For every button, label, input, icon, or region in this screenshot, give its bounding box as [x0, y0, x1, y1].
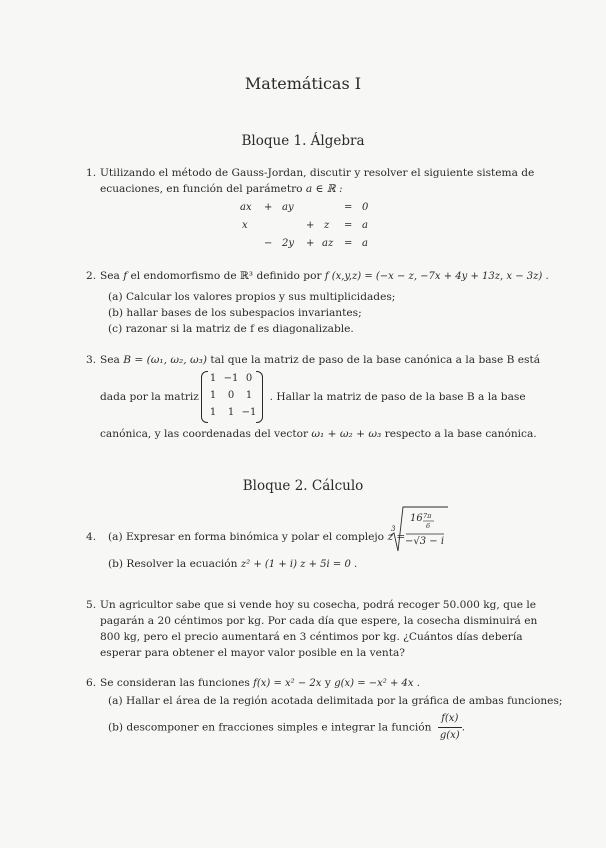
matrix-cell: 1	[209, 373, 217, 384]
q4-b-text: (b) Resolver la ecuación	[108, 558, 238, 570]
q2-formula: f (x,y,z) = (−x − z, −7x + 4y + 13z, x − 3z) .	[324, 271, 549, 282]
sys-r3-eq: =	[344, 238, 353, 249]
q3-vector: ω₁ + ω₂ + ω₃	[311, 428, 382, 440]
q6-period: .	[461, 721, 466, 734]
question-number: 4.	[86, 531, 97, 543]
sys-r2-c4: +	[306, 220, 315, 231]
q6-gx: g(x) = −x² + 4x .	[334, 678, 420, 689]
transition-matrix	[201, 371, 263, 423]
sys-r1-c3: ay	[282, 202, 294, 213]
matrix-cell: 1	[209, 407, 217, 418]
sys-r2-c5: z	[324, 220, 330, 231]
sys-r3-c4: +	[306, 238, 315, 249]
numerator-exponent: 7π	[423, 512, 432, 520]
q3-line1-b: tal que la matriz de paso de la base canónica a la base B está	[210, 354, 541, 366]
denominator: −√3 − i	[405, 536, 445, 547]
question-1-text: Utilizando el método de Gauss-Jordan, discutir y resolver el siguiente sistema de ecuaciones, en función del parámetro	[100, 167, 535, 195]
question-5	[86, 597, 546, 663]
equation-system	[240, 202, 380, 254]
block2-heading: Bloque 2. Cálculo	[242, 478, 364, 494]
sys-r1-rhs: 0	[362, 202, 369, 213]
q6-fraction	[438, 711, 462, 744]
question-3	[86, 352, 546, 452]
root-index: 3	[391, 525, 396, 533]
q4-item-a	[108, 529, 405, 545]
sys-r1-c2: +	[264, 202, 273, 213]
matrix-cell: −1	[241, 407, 257, 418]
question-number: 6.	[86, 677, 97, 689]
q2-text-c: definido por	[256, 270, 322, 282]
numerator-exponent-den: 6	[426, 522, 431, 530]
q2-item-b: (b) hallar bases de los subespacios invariantes;	[108, 307, 362, 319]
q4-z: z =	[387, 531, 406, 543]
q3-basis: B = (ω₁, ω₂, ω₃)	[123, 354, 208, 366]
sys-r2-rhs: a	[362, 220, 368, 231]
page-title: Matemáticas I	[244, 74, 362, 93]
matrix-cell: 1	[209, 390, 217, 401]
fraction-denominator: g(x)	[439, 730, 460, 741]
q3-line-1	[100, 352, 546, 368]
q6-y: y	[324, 677, 331, 689]
q3-line3-b: respecto a la base canónica.	[384, 428, 537, 440]
question-2-text	[100, 268, 549, 285]
q3-line-2	[100, 389, 546, 405]
parameter: a ∈ ℝ :	[305, 183, 343, 195]
matrix-cell: 0	[227, 390, 235, 401]
q3-line-3	[100, 426, 546, 442]
q4-item-b	[108, 556, 357, 573]
question-6-text	[100, 675, 546, 692]
matrix-right-bracket	[256, 371, 263, 423]
q6-text-a: Se consideran las funciones	[100, 677, 250, 689]
q2-item-c: (c) razonar si la matriz de f es diagonalizable.	[108, 323, 354, 335]
question-4	[86, 529, 546, 579]
sys-r3-rhs: a	[362, 238, 368, 249]
matrix-cell: −1	[223, 373, 239, 384]
sys-r3-c2: −	[264, 238, 273, 249]
sys-r3-c5: az	[322, 238, 334, 249]
q2-item-a: (a) Calcular los valores propios y sus multiplicidades;	[108, 291, 396, 303]
q3-line2-a: dada por la matriz	[100, 391, 199, 403]
sys-r3-c3: 2y	[282, 238, 295, 249]
q6-fx: f(x) = x² − 2x	[253, 678, 322, 689]
matrix-cell: 1	[227, 407, 235, 418]
q2-text-b: el endomorfismo de	[130, 270, 237, 282]
matrix-cell: 1	[245, 390, 253, 401]
question-2	[86, 268, 549, 338]
sys-r2-eq: =	[344, 220, 353, 231]
q3-line1-a: Sea	[100, 354, 120, 366]
sys-r1-c1: ax	[240, 202, 252, 213]
sys-r1-eq: =	[344, 202, 353, 213]
sys-r2-c1: x	[242, 220, 248, 231]
q3-line3-a: canónica, y las coordenadas del vector	[100, 428, 309, 440]
fraction-numerator: f(x)	[438, 711, 462, 728]
q2-space: ℝ³	[240, 270, 254, 282]
q3-line2-b: . Hallar la matriz de paso de la base B a la base	[269, 391, 526, 403]
complex-expression	[390, 505, 450, 553]
q4-a-text: (a) Expresar en forma binómica y polar el complejo	[108, 531, 385, 543]
numerator-base: 16	[410, 513, 423, 524]
question-text	[100, 165, 546, 197]
q4-b-eq: z² + (1 + i) z + 5i = 0 .	[240, 559, 358, 570]
q6-item-a: (a) Hallar el área de la región acotada delimitada por la gráfica de ambas funciones;	[108, 695, 563, 707]
question-number: 1.	[86, 167, 97, 179]
q6-b-text: (b) descomponer en fracciones simples e integrar la función	[108, 721, 432, 734]
q2-f: f	[123, 270, 128, 282]
question-number: 5.	[86, 599, 97, 611]
matrix-cell: 0	[245, 373, 253, 384]
question-5-text: Un agricultor sabe que si vende hoy su cosecha, podrá recoger 50.000 kg, que le pagarán a 20 céntimos por kg. Por cada día que espere, la cosecha disminuirá en 800 kg, pero el precio aumentará en 3 céntimos por kg. ¿Cuántos días debería esperar para obtener el mayor valor posible en la venta?	[100, 599, 538, 659]
block1-heading: Bloque 1. Álgebra	[241, 133, 365, 149]
q6-item-b	[108, 711, 465, 744]
q2-text-a: Sea	[100, 270, 120, 282]
question-number: 3.	[86, 354, 97, 366]
question-number: 2.	[86, 270, 97, 282]
question-6	[86, 675, 563, 745]
